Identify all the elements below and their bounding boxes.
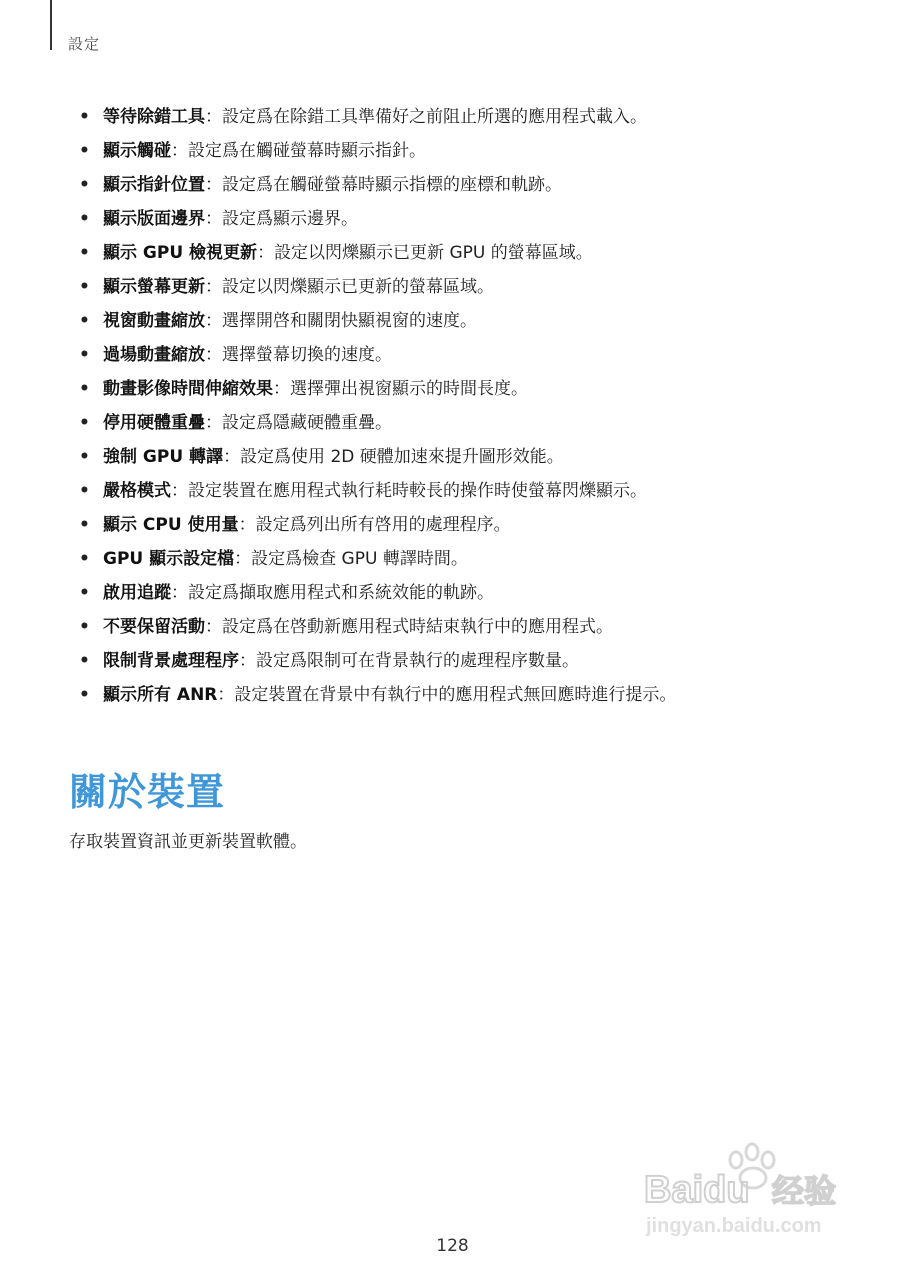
list-item bbox=[0, 406, 905, 440]
option-term: 顯示螢幕更新 bbox=[103, 277, 205, 297]
option-term: 啟用追蹤 bbox=[103, 583, 171, 603]
option-description: 設定爲顯示邊界。 bbox=[222, 209, 358, 229]
list-item bbox=[0, 202, 905, 236]
option-term: 限制背景處理程序 bbox=[103, 651, 239, 671]
option-description: 設定裝置在背景中有執行中的應用程式無回應時進行提示。 bbox=[234, 685, 677, 705]
option-separator: ： bbox=[205, 175, 222, 195]
list-item bbox=[0, 134, 905, 168]
option-term: 顯示 GPU 檢視更新 bbox=[103, 243, 258, 263]
option-term: 不要保留活動 bbox=[103, 617, 205, 637]
option-description: 設定爲限制可在背景執行的處理程序數量。 bbox=[256, 651, 579, 671]
list-item bbox=[0, 440, 905, 474]
option-term: 顯示 CPU 使用量 bbox=[103, 515, 239, 535]
list-item bbox=[0, 270, 905, 304]
option-description: 選擇彈出視窗顯示的時間長度。 bbox=[290, 379, 528, 399]
option-separator: ： bbox=[238, 515, 256, 535]
watermark-brand: Baidu bbox=[644, 1169, 750, 1211]
option-description: 設定裝置在應用程式執行耗時較長的操作時使螢幕閃爍顯示。 bbox=[188, 481, 647, 501]
bullet: • bbox=[79, 311, 90, 331]
option-separator: ： bbox=[257, 243, 275, 263]
option-separator: ： bbox=[205, 345, 222, 365]
option-separator: ： bbox=[171, 141, 188, 161]
option-description: 設定爲在除錯工具準備好之前阻止所選的應用程式載入。 bbox=[222, 107, 647, 127]
option-text bbox=[103, 270, 494, 304]
bullet: • bbox=[79, 345, 90, 365]
option-term: 過場動畫縮放 bbox=[103, 345, 205, 365]
option-text bbox=[103, 338, 392, 372]
bullet: • bbox=[79, 107, 90, 127]
bullet: • bbox=[79, 515, 90, 535]
option-separator: ： bbox=[205, 277, 222, 297]
option-description: 設定爲檢查 GPU 轉譯時間。 bbox=[251, 549, 468, 569]
bullet: • bbox=[79, 651, 90, 671]
option-term: 停用硬體重疊 bbox=[103, 413, 205, 433]
list-item bbox=[0, 168, 905, 202]
option-separator: ： bbox=[205, 107, 222, 127]
option-description: 選擇開啓和關閉快顯視窗的速度。 bbox=[222, 311, 477, 331]
option-separator: ： bbox=[217, 685, 235, 705]
option-text bbox=[103, 610, 613, 644]
option-term: 動畫影像時間伸縮效果 bbox=[103, 379, 273, 399]
option-term: 顯示版面邊界 bbox=[103, 209, 205, 229]
option-text bbox=[103, 678, 676, 712]
option-description: 設定以閃爍顯示已更新 GPU 的螢幕區域。 bbox=[274, 243, 593, 263]
bullet: • bbox=[79, 243, 90, 263]
option-text bbox=[103, 304, 477, 338]
list-item bbox=[0, 304, 905, 338]
baidu-jingyan-watermark bbox=[640, 1140, 855, 1245]
option-term: 等待除錯工具 bbox=[103, 107, 205, 127]
option-text bbox=[103, 236, 593, 270]
option-separator: ： bbox=[273, 379, 290, 399]
list-item bbox=[0, 678, 905, 712]
option-text bbox=[103, 474, 647, 508]
option-term: 顯示所有 ANR bbox=[103, 685, 218, 705]
option-description: 設定爲隱藏硬體重疊。 bbox=[222, 413, 392, 433]
option-text bbox=[103, 372, 528, 406]
list-item bbox=[0, 644, 905, 678]
watermark-url: jingyan.baidu.com bbox=[646, 1215, 822, 1237]
page-number: 128 bbox=[436, 1236, 469, 1256]
option-description: 設定以閃爍顯示已更新的螢幕區域。 bbox=[222, 277, 494, 297]
list-item bbox=[0, 236, 905, 270]
developer-options-list bbox=[0, 100, 905, 712]
list-item bbox=[0, 542, 905, 576]
bullet: • bbox=[79, 413, 90, 433]
list-item bbox=[0, 610, 905, 644]
option-text bbox=[103, 168, 562, 202]
bullet: • bbox=[79, 209, 90, 229]
list-item bbox=[0, 508, 905, 542]
option-description: 設定爲使用 2D 硬體加速來提升圖形效能。 bbox=[240, 447, 564, 467]
bullet: • bbox=[79, 447, 90, 467]
bullet: • bbox=[79, 379, 90, 399]
option-text bbox=[103, 100, 647, 134]
option-description: 設定爲在啓動新應用程式時結束執行中的應用程式。 bbox=[222, 617, 613, 637]
section-title: 關於裝置 bbox=[69, 770, 226, 814]
option-separator: ： bbox=[234, 549, 252, 569]
option-separator: ： bbox=[205, 311, 222, 331]
bullet: • bbox=[79, 617, 90, 637]
option-term: 嚴格模式 bbox=[103, 481, 171, 501]
running-header: 設定 bbox=[68, 35, 101, 53]
option-term: 顯示觸碰 bbox=[103, 141, 171, 161]
watermark-suffix: 经验 bbox=[772, 1172, 837, 1210]
option-description: 設定爲在觸碰螢幕時顯示指標的座標和軌跡。 bbox=[222, 175, 562, 195]
bullet: • bbox=[79, 685, 90, 705]
option-separator: ： bbox=[205, 209, 222, 229]
bullet: • bbox=[79, 583, 90, 603]
option-description: 設定爲擷取應用程式和系統效能的軌跡。 bbox=[188, 583, 494, 603]
bullet: • bbox=[79, 481, 90, 501]
option-text bbox=[103, 440, 564, 474]
option-separator: ： bbox=[171, 481, 188, 501]
list-item bbox=[0, 576, 905, 610]
option-term: 視窗動畫縮放 bbox=[103, 311, 205, 331]
option-term: GPU 顯示設定檔 bbox=[103, 549, 235, 569]
bullet: • bbox=[79, 549, 90, 569]
section-description: 存取裝置資訊並更新裝置軟體。 bbox=[69, 832, 307, 852]
option-text bbox=[103, 406, 392, 440]
option-text bbox=[103, 576, 494, 610]
list-item bbox=[0, 338, 905, 372]
bullet: • bbox=[79, 175, 90, 195]
option-separator: ： bbox=[171, 583, 188, 603]
option-description: 選擇螢幕切換的速度。 bbox=[222, 345, 392, 365]
list-item bbox=[0, 474, 905, 508]
option-term: 顯示指針位置 bbox=[103, 175, 205, 195]
bullet: • bbox=[79, 141, 90, 161]
option-text bbox=[103, 542, 468, 576]
option-separator: ： bbox=[239, 651, 256, 671]
bullet: • bbox=[79, 277, 90, 297]
option-description: 設定爲在觸碰螢幕時顯示指針。 bbox=[188, 141, 426, 161]
option-text bbox=[103, 202, 358, 236]
option-separator: ： bbox=[223, 447, 241, 467]
list-item bbox=[0, 372, 905, 406]
option-description: 設定爲列出所有啓用的處理程序。 bbox=[255, 515, 511, 535]
list-item bbox=[0, 100, 905, 134]
option-text bbox=[103, 508, 511, 542]
option-separator: ： bbox=[205, 617, 222, 637]
option-text bbox=[103, 644, 579, 678]
option-separator: ： bbox=[205, 413, 222, 433]
option-text bbox=[103, 134, 426, 168]
header-rule bbox=[50, 0, 52, 50]
option-term: 強制 GPU 轉譯 bbox=[103, 447, 224, 467]
